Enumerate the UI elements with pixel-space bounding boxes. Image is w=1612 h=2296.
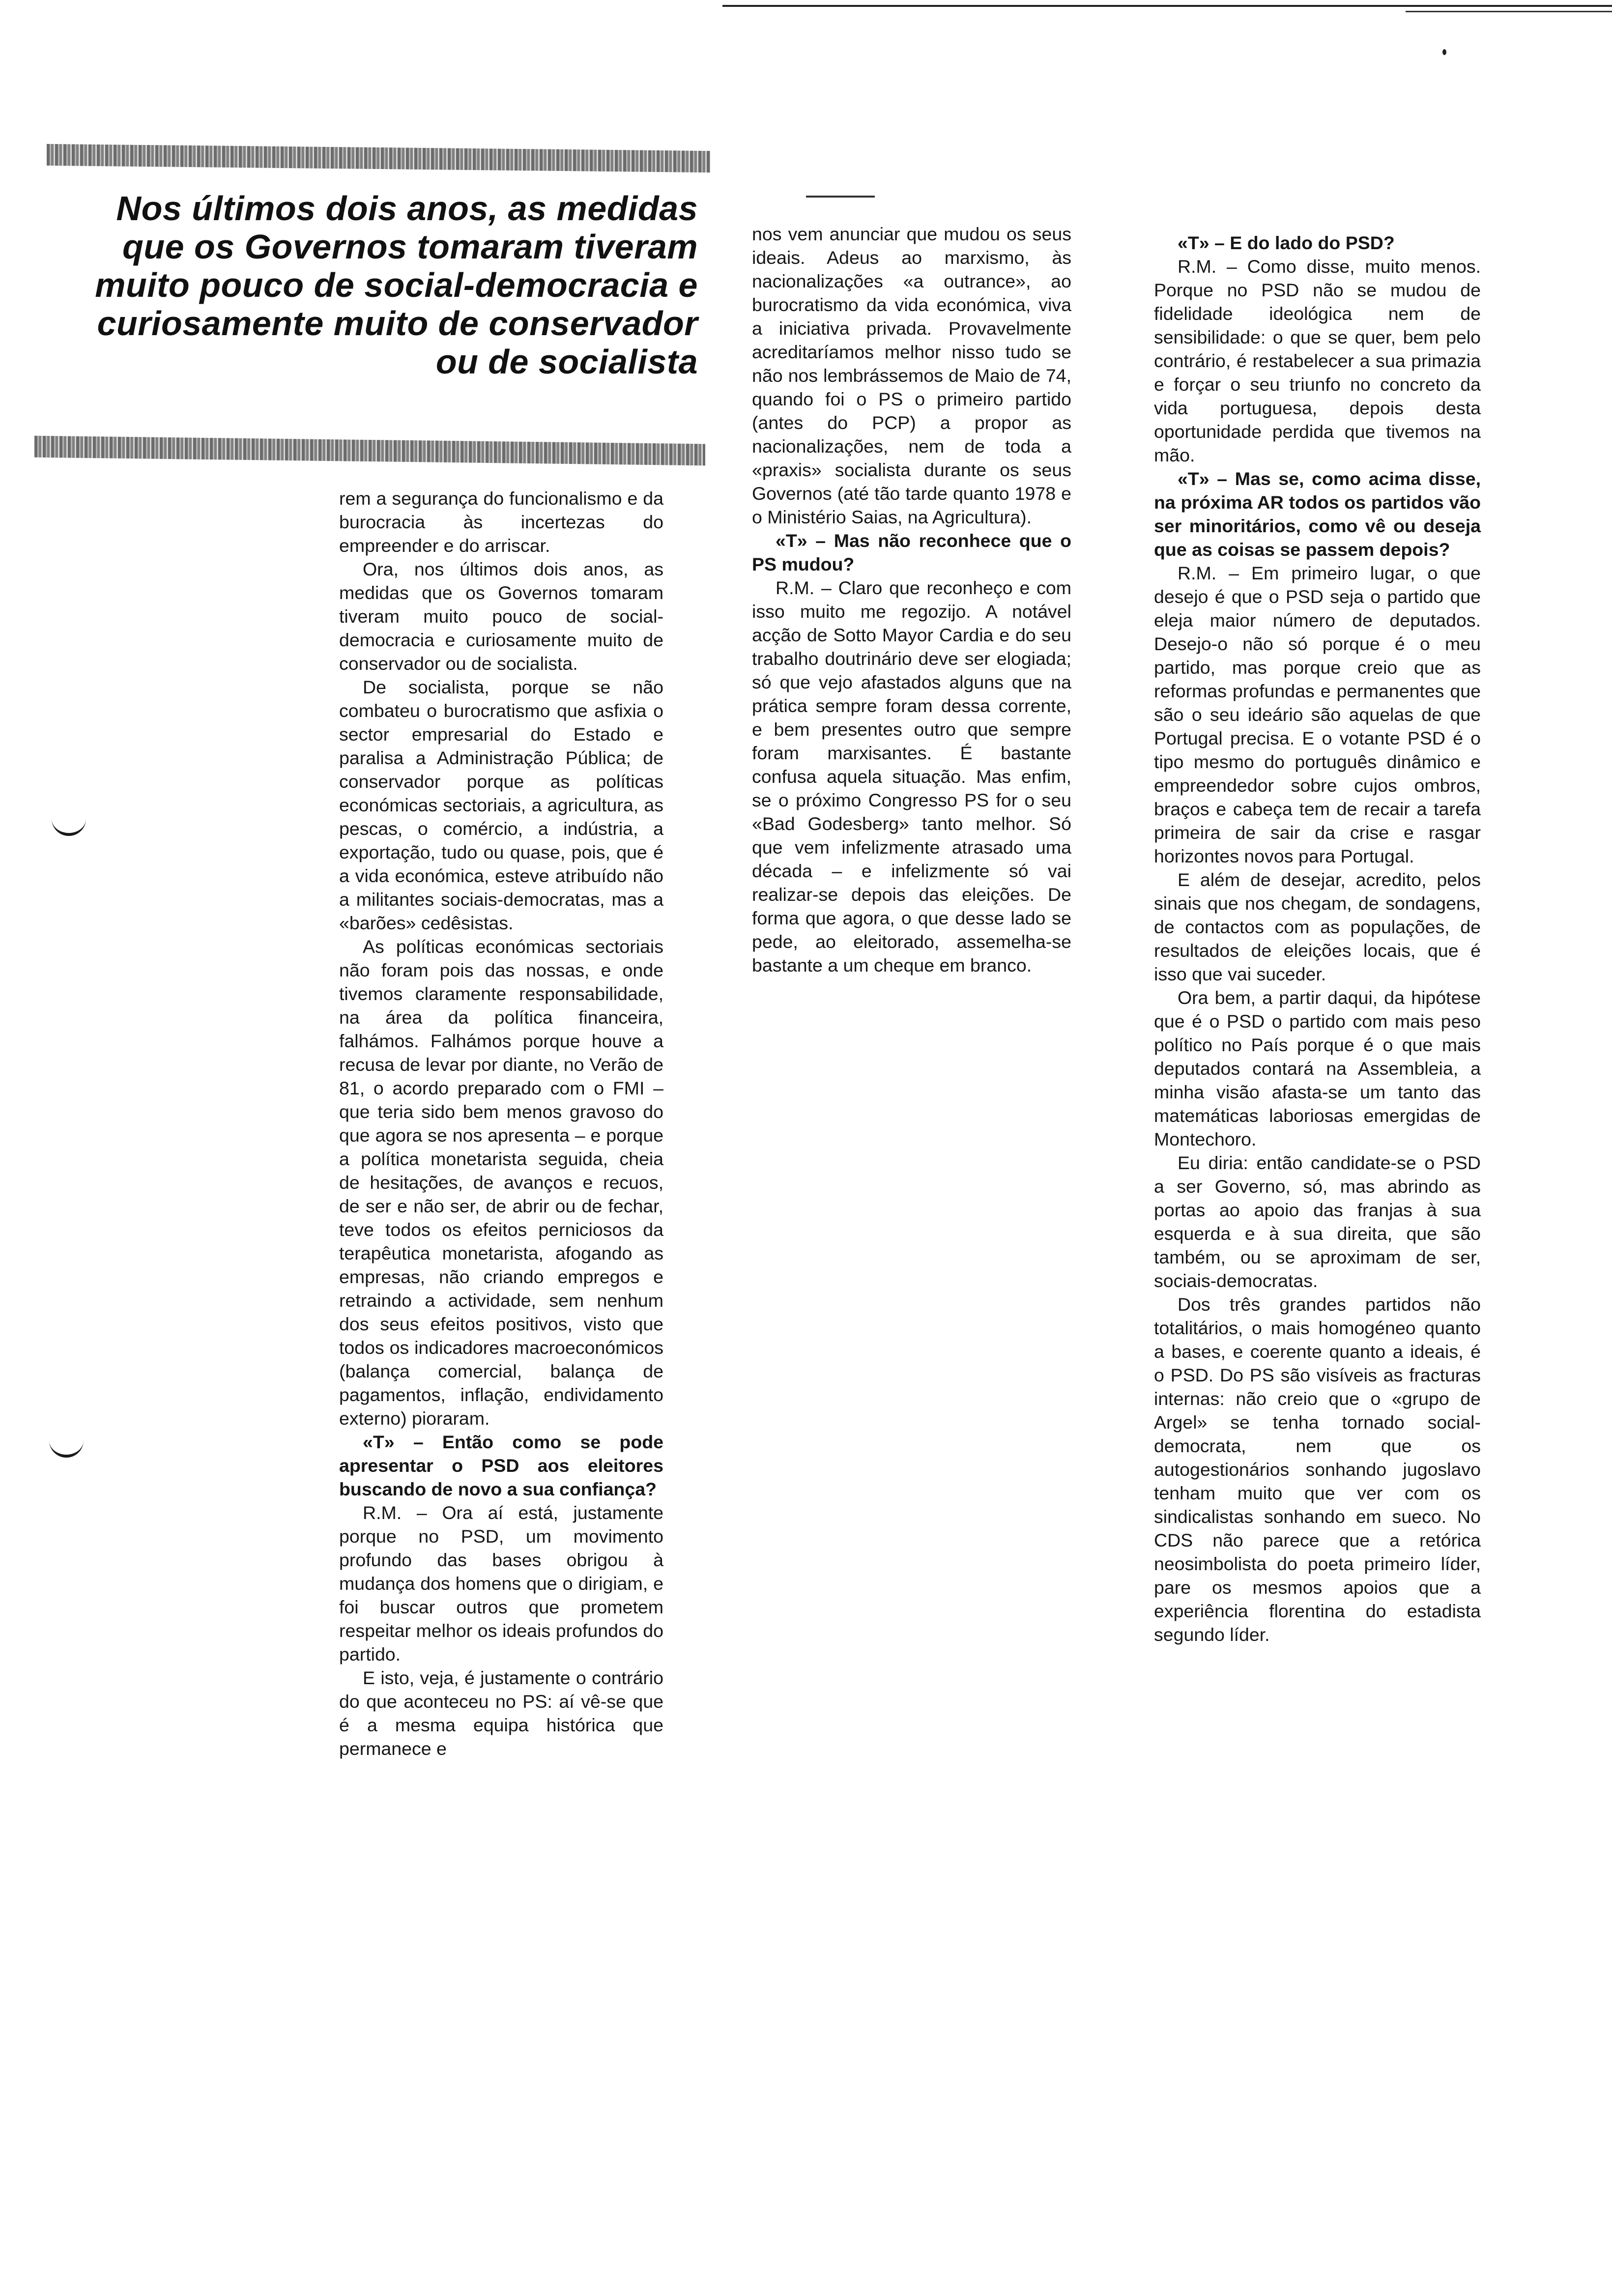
headline-line: que os Governos tomaram tiveram bbox=[122, 228, 698, 266]
article-column-1 bbox=[339, 487, 663, 1760]
scan-speck bbox=[1442, 49, 1446, 55]
paragraph: As políticas económicas sectoriais não foram pois das nossas, e onde tivemos claramente responsabilidade, na área da política financeira, falhámos. Falhámos porque houve a recusa de levar por diante, no Verão de 81, o acordo preparado com o FMI – que teria sido bem menos gravoso do que agora se nos apresenta – e porque a política monetarista seguida, cheia de hesitações, de avanços e recuos, de ser e não ser, de abrir ou de fechar, teve todos os efeitos perniciosos da terapêutica monetarista, afogando as empresas, não criando empregos e retraindo a actividade, sem nenhum dos seus efeitos positivos, visto que todos os indicadores macroeconómicos (balança comercial, balança de pagamentos, inflação, endividamento externo) pioraram. bbox=[339, 936, 663, 1429]
paragraph: Dos três grandes partidos não totalitários, o mais homogéneo quanto a bases, e coerente quanto a ideais, é o PSD. Do PS são visíveis as fracturas internas: não creio que o «grupo de Argel» se tenha tornado social-democrata, nem que os autogestionários sonhando jugoslavo tenham muito que ver com os sindicalistas sonhando em sueco. No CDS não parece que a retórica neosimbolista do poeta primeiro líder, pare os mesmos apoios que a experiência florentina do estadista segundo líder. bbox=[1154, 1294, 1481, 1645]
paragraph: Eu diria: então candidate-se o PSD a ser Governo, só, mas abrindo as portas ao apoio das franjas à sua esquerda e à sua direita, que são também, ou se aproximam de ser, sociais-democratas. bbox=[1154, 1152, 1481, 1291]
interview-question: «T» – Mas se, como acima disse, na próxima AR todos os partidos vão ser minoritários, como vê ou deseja que as coisas se passem depois? bbox=[1154, 468, 1481, 560]
headline-line: Nos últimos dois anos, as medidas bbox=[116, 189, 698, 228]
headline-line: curiosamente muito de conservador bbox=[97, 304, 698, 343]
interview-question: «T» – Mas não reconhece que o PS mudou? bbox=[752, 530, 1071, 574]
paragraph: De socialista, porque se não combateu o burocratismo que asfixia o sector empresarial do Estado e paralisa a Administração Pública; de conservador porque as políticas económicas sectoriais, a agricultura, as pescas, o comércio, a indústria, a exportação, tudo ou quase, pois, que é a vida económica, esteve atribuído não a militantes sociais-democratas, mas a «barões» cedêsistas. bbox=[339, 677, 663, 933]
article-column-3 bbox=[1154, 231, 1481, 1646]
margin-bracket-mark bbox=[52, 818, 86, 836]
paragraph: R.M. – Ora aí está, justamente porque no PSD, um movimento profundo das bases obrigou à mudança dos homens que o dirigiam, e foi buscar outros que prometem respeitar melhor os ideais profundos do partido. bbox=[339, 1502, 663, 1665]
paragraph: Ora bem, a partir daqui, da hipótese que é o PSD o partido com mais peso político no País porque é o que mais deputados contará na Assembleia, a minha visão afasta-se um tanto das matemáticas laboriosas emergidas de Montechoro. bbox=[1154, 987, 1481, 1149]
paragraph: E além de desejar, acredito, pelos sinais que nos chegam, de sondagens, de contactos com as populações, de resultados de eleições locais, que é isso que vai suceder. bbox=[1154, 869, 1481, 984]
paragraph: nos vem anunciar que mudou os seus ideais. Adeus ao marxismo, às nacionalizações «a outrance», ao burocratismo da vida económica, viva a iniciativa privada. Provavelmente acreditaríamos melhor nisso tudo se não nos lembrássemos de Maio de 74, quando foi o PS o primeiro partido (antes do PCP) a propor as nacionalizações, nem de toda a «praxis» socialista durante os seus Governos (até tão tarde quanto 1978 e o Ministério Saias, na Agricultura). bbox=[752, 224, 1071, 527]
page-top-rule bbox=[722, 5, 1612, 7]
article-column-2 bbox=[752, 222, 1071, 977]
headline-line: muito pouco de social-democracia e bbox=[95, 266, 698, 304]
interview-question: «T» – E do lado do PSD? bbox=[1178, 232, 1395, 253]
paragraph: R.M. – Em primeiro lugar, o que desejo é que o PSD seja o partido que eleja maior número de deputados. Desejo-o não só porque é o meu partido, mas porque creio que as reformas profundas e permanentes que são o seu ideário são aquelas de que Portugal precisa. E o votante PSD é o tipo mesmo do português dinâmico e empreendedor sobre cujos ombros, braços e cabeça tem de recair a tarefa primeira de sair da crise e rasgar horizontes novos para Portugal. bbox=[1154, 563, 1481, 866]
column-divider-mark bbox=[806, 196, 875, 198]
headline-bottom-bar bbox=[34, 436, 705, 466]
paragraph: R.M. – Como disse, muito menos. Porque no PSD não se mudou de fidelidade ideológica nem de sensibilidade: o que se quer, bem pelo contrário, é restabelecer a sua primazia e forçar o seu triunfo no concreto da vida portuguesa, depois desta oportunidade perdida que tivemos na mão. bbox=[1154, 256, 1481, 465]
paragraph: Ora, nos últimos dois anos, as medidas que os Governos tomaram tiveram muito pouco de social-democracia e curiosamente muito de conservador ou de socialista. bbox=[339, 559, 663, 674]
paragraph: rem a segurança do funcionalismo e da burocracia às incertezas do empreender e do arriscar. bbox=[339, 488, 663, 556]
headline-line: ou de socialista bbox=[435, 343, 698, 381]
paragraph: E isto, veja, é justamente o contrário do que aconteceu no PS: aí vê-se que é a mesma equipa histórica que permanece e bbox=[339, 1667, 663, 1759]
interview-question: «T» – Então como se pode apresentar o PSD aos eleitores buscando de novo a sua confiança? bbox=[339, 1432, 663, 1499]
headline-top-bar bbox=[47, 144, 710, 172]
margin-bracket-mark bbox=[49, 1440, 84, 1458]
headline bbox=[29, 189, 698, 381]
paragraph: R.M. – Claro que reconheço e com isso muito me regozijo. A notável acção de Sotto Mayor Cardia e do seu trabalho doutrinário deve ser elogiada; só que vejo afastados alguns que na prática sempre foram dessa corrente, e bem presentes outro que sempre foram marxisantes. É bastante confusa aquela situação. Mas enfim, se o próximo Congresso PS for o seu «Bad Godesberg» tanto melhor. Só que vem infelizmente atrasado uma década – e infelizmente só vai realizar-se depois das eleições. De forma que agora, o que desse lado se pede, ao eleitorado, assemelha-se bastante a um cheque em branco. bbox=[752, 577, 1071, 976]
page-top-rule-secondary bbox=[1406, 11, 1612, 12]
